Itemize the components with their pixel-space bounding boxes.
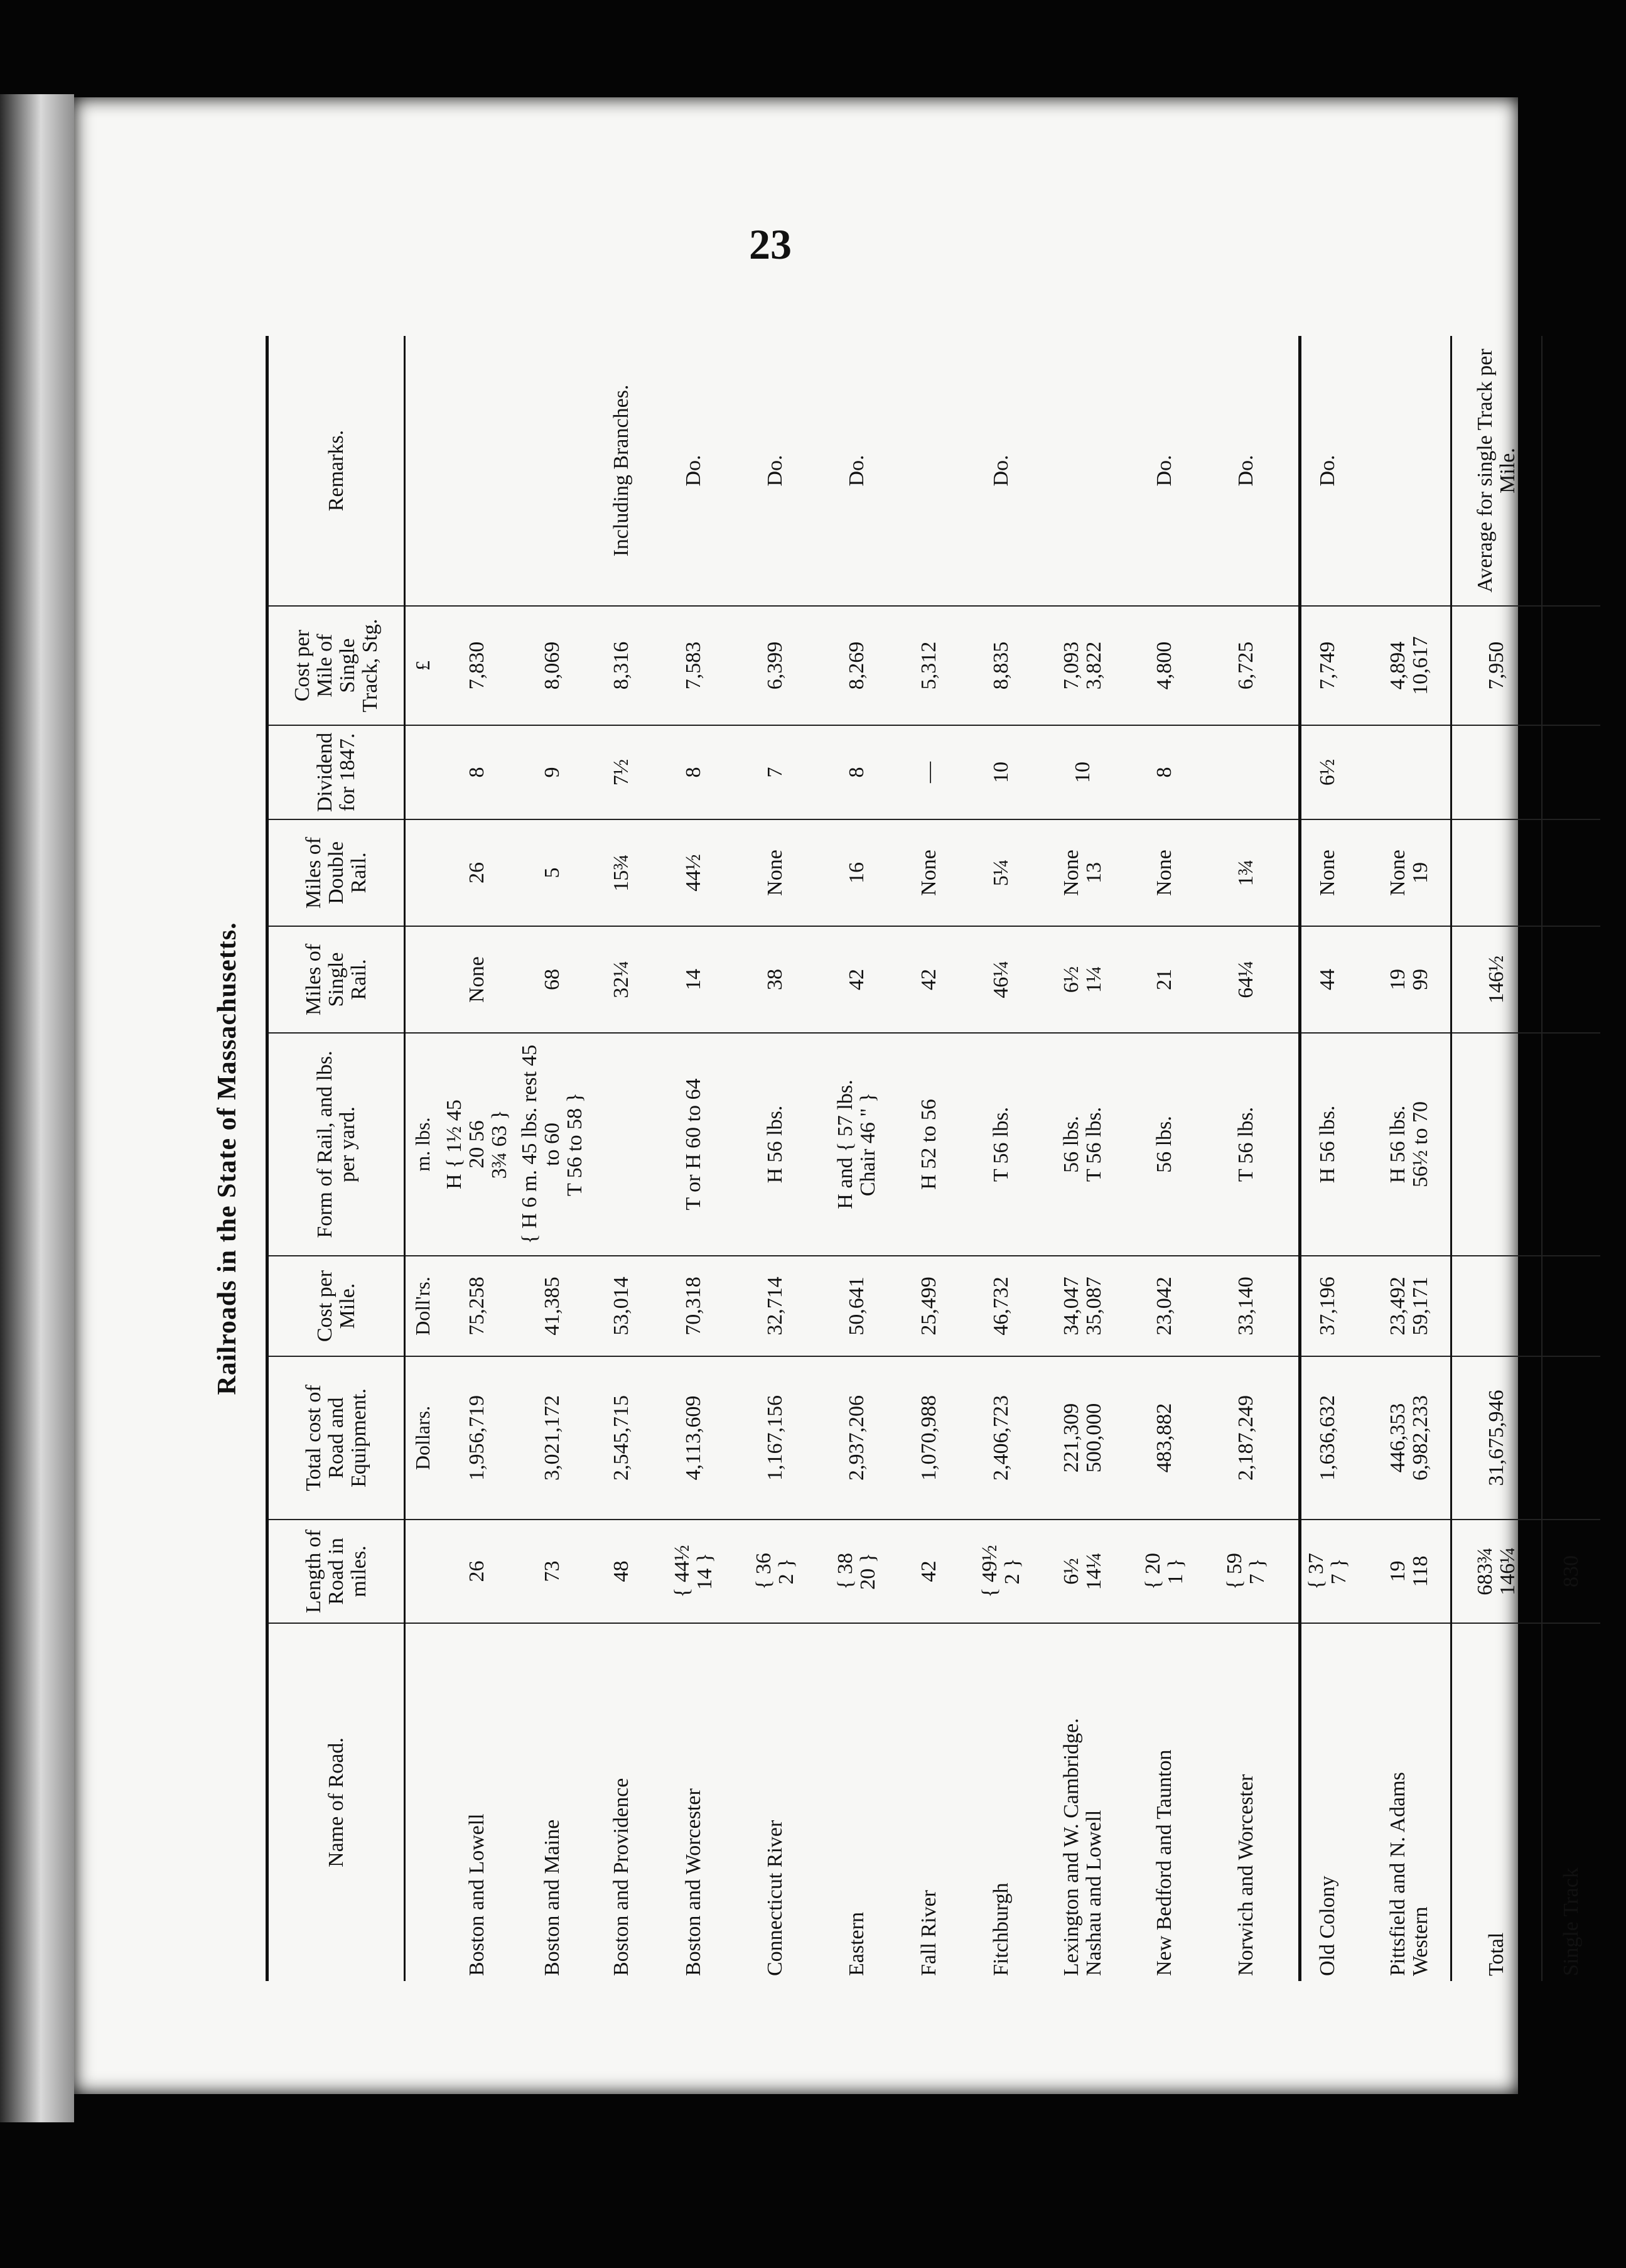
- cell-total-cost: 2,937,206: [816, 1356, 898, 1520]
- unit-cost-mile: Doll'rs.: [405, 1256, 440, 1356]
- cell-single: 44: [1287, 926, 1369, 1033]
- cell-double: 15¾: [590, 819, 653, 926]
- cell-single: 19 99: [1369, 926, 1451, 1033]
- cell-single: 42: [816, 926, 898, 1033]
- cell-form-rail: H { 1½ 45 20 56 3¾ 63 }: [439, 1033, 515, 1256]
- cell-cost-stg: 8,269: [816, 606, 898, 725]
- cell-dividend: 6½: [1287, 725, 1369, 819]
- unit-total-cost: Dollars.: [405, 1356, 440, 1520]
- cell-double: 44½: [653, 819, 735, 926]
- cell-dividend: 8: [816, 725, 898, 819]
- header-total-cost: Total cost of Road and Equipment.: [269, 1356, 405, 1520]
- cell-length: { 49½ 2 }: [961, 1520, 1042, 1623]
- table-row: [590, 336, 653, 1981]
- cell-cost-stg: 8,835: [961, 606, 1042, 725]
- cell-length: { 37 7 }: [1287, 1520, 1369, 1623]
- table-row: [816, 336, 898, 1981]
- cell-cost-stg: 4,894 10,617: [1369, 606, 1451, 725]
- cell-cost-mile: 46,732: [961, 1256, 1042, 1356]
- cell-remarks: [898, 336, 961, 606]
- cell-dividend: 7: [735, 725, 816, 819]
- table-row: [898, 336, 961, 1981]
- cell-form-rail: T 56 lbs.: [1205, 1033, 1287, 1256]
- rotated-table-block: [206, 336, 1583, 1981]
- cell-form-rail: [590, 1033, 653, 1256]
- cell-single: 14: [653, 926, 735, 1033]
- cell-remarks: [1042, 336, 1124, 606]
- cell-cost-mile: 41,385: [515, 1256, 590, 1356]
- cell-dividend: 8: [653, 725, 735, 819]
- header-double-rail: Miles of Double Rail.: [269, 819, 405, 926]
- cell-name: Fall River: [917, 1890, 940, 1976]
- cell-cost-stg: 7,830: [439, 606, 515, 725]
- table-row: [515, 336, 590, 1981]
- cell-remarks: [439, 336, 515, 606]
- header-single-rail: Miles of Single Rail.: [269, 926, 405, 1033]
- cell-length: 6½ 14¼: [1042, 1520, 1124, 1623]
- table-row: [653, 336, 735, 1981]
- cell-double: [1542, 819, 1600, 926]
- cell-length: 48: [590, 1520, 653, 1623]
- cell-dividend: [1542, 725, 1600, 819]
- cell-cost-mile: 53,014: [590, 1256, 653, 1356]
- cell-remarks: [1542, 336, 1600, 606]
- cell-total-cost: 446,353 6,982,233: [1369, 1356, 1451, 1520]
- cell-name: Connecticut River: [763, 1820, 787, 1976]
- units-row: [405, 336, 440, 1981]
- cell-double: None: [1124, 819, 1205, 926]
- cell-single: 32¼: [590, 926, 653, 1033]
- cell-cost-mile: 50,641: [816, 1256, 898, 1356]
- table-title: Railroads in the State of Massachusetts.: [213, 922, 242, 1395]
- cell-total-cost: 31,675,946: [1451, 1356, 1543, 1520]
- cell-dividend: 10: [1042, 725, 1124, 819]
- table-row: [439, 336, 515, 1981]
- cell-length: 42: [898, 1520, 961, 1623]
- cell-double: 26: [439, 819, 515, 926]
- cell-cost-mile: [1542, 1256, 1600, 1356]
- cell-dividend: —: [898, 725, 961, 819]
- cell-cost-stg: 7,583: [653, 606, 735, 725]
- cell-dividend: 8: [1124, 725, 1205, 819]
- cell-cost-stg: 7,093 3,822: [1042, 606, 1124, 725]
- cell-single: 42: [898, 926, 961, 1033]
- cell-form-rail: [1542, 1033, 1600, 1256]
- table-row: [735, 336, 816, 1981]
- cell-length: 830: [1542, 1520, 1600, 1623]
- table-row: [1542, 336, 1600, 1981]
- cell-remarks: Do.: [653, 336, 735, 606]
- cell-length: { 20 1 }: [1124, 1520, 1205, 1623]
- cell-cost-stg: 7,950: [1451, 606, 1543, 725]
- cell-single: 68: [515, 926, 590, 1033]
- cell-single: 46¼: [961, 926, 1042, 1033]
- cell-cost-stg: [1542, 606, 1600, 725]
- cell-cost-mile: 32,714: [735, 1256, 816, 1356]
- cell-remarks: Do.: [961, 336, 1042, 606]
- cell-cost-stg: 7,749: [1287, 606, 1369, 725]
- cell-double: None: [735, 819, 816, 926]
- cell-cost-stg: 6,399: [735, 606, 816, 725]
- cell-form-rail: H 56 lbs.: [1287, 1033, 1369, 1256]
- cell-name: Single Track: [1542, 1623, 1600, 1981]
- header-remarks: Remarks.: [269, 336, 405, 606]
- cell-dividend: [1205, 725, 1287, 819]
- cell-remarks: Do.: [735, 336, 816, 606]
- cell-double: 5: [515, 819, 590, 926]
- page-number: 23: [749, 220, 792, 268]
- cell-name: Boston and Lowell: [465, 1813, 488, 1976]
- cell-total-cost: 1,956,719: [439, 1356, 515, 1520]
- cell-cost-stg: 6,725: [1205, 606, 1287, 725]
- cell-total-cost: 2,406,723: [961, 1356, 1042, 1520]
- cell-cost-mile: 23,042: [1124, 1256, 1205, 1356]
- cell-total-cost: 2,187,249: [1205, 1356, 1287, 1520]
- cell-name: Boston and Maine: [541, 1819, 564, 1976]
- cell-name: Norwich and Worcester: [1234, 1774, 1257, 1976]
- cell-length: { 59 7 }: [1205, 1520, 1287, 1623]
- cell-length: { 44½ 14 }: [653, 1520, 735, 1623]
- cell-length: { 36 2 }: [735, 1520, 816, 1623]
- table-row: [1042, 336, 1124, 1981]
- cell-name: Pittsfield and N. Adams Western: [1386, 1772, 1432, 1976]
- cell-dividend: [1369, 725, 1451, 819]
- cell-remarks: [1369, 336, 1451, 606]
- table-body: [405, 336, 1601, 1981]
- bottom-rule: [1298, 336, 1301, 1981]
- table-row: [1451, 336, 1543, 1981]
- cell-total-cost: 4,113,609: [653, 1356, 735, 1520]
- cell-form-rail: H 56 lbs. 56½ to 70: [1369, 1033, 1451, 1256]
- cell-total-cost: 1,070,988: [898, 1356, 961, 1520]
- header-cost-mile: Cost per Mile.: [269, 1256, 405, 1356]
- cell-cost-stg: 4,800: [1124, 606, 1205, 725]
- cell-form-rail: H 56 lbs.: [735, 1033, 816, 1256]
- cell-dividend: 8: [439, 725, 515, 819]
- book-left-edge: [0, 94, 74, 2122]
- cell-form-rail: T 56 lbs.: [961, 1033, 1042, 1256]
- unit-cost-stg: £: [405, 606, 440, 725]
- cell-single: 21: [1124, 926, 1205, 1033]
- cell-double: [1451, 819, 1543, 926]
- cell-cost-stg: 8,069: [515, 606, 590, 725]
- cell-single: 64¼: [1205, 926, 1287, 1033]
- cell-name: Eastern: [845, 1912, 868, 1976]
- cell-total-cost: 2,545,715: [590, 1356, 653, 1520]
- cell-cost-mile: 23,492 59,171: [1369, 1256, 1451, 1356]
- cell-cost-stg: 5,312: [898, 606, 961, 725]
- cell-remarks: Do.: [1124, 336, 1205, 606]
- header-length: Length of Road in miles.: [269, 1520, 405, 1623]
- header-form-rail: Form of Rail, and lbs. per yard.: [269, 1033, 405, 1256]
- cell-total-cost: 1,636,632: [1287, 1356, 1369, 1520]
- cell-cost-mile: [1451, 1256, 1543, 1356]
- cell-length: { 38 20 }: [816, 1520, 898, 1623]
- cell-form-rail: [1451, 1033, 1543, 1256]
- cell-cost-mile: 34,047 35,087: [1042, 1256, 1124, 1356]
- cell-cost-mile: 75,258: [439, 1256, 515, 1356]
- cell-form-rail: H and { 57 lbs. Chair 46 " }: [816, 1033, 898, 1256]
- cell-name: Boston and Worcester: [682, 1788, 705, 1976]
- header-name: Name of Road.: [269, 1623, 405, 1981]
- cell-name: Lexington and W. Cambridge. Nashau and Lowell: [1060, 1718, 1106, 1976]
- cell-double: None 13: [1042, 819, 1124, 926]
- table-row: [1124, 336, 1205, 1981]
- cell-single: 146½: [1451, 926, 1543, 1033]
- cell-dividend: 9: [515, 725, 590, 819]
- cell-double: None: [1287, 819, 1369, 926]
- cell-form-rail: { H 6 m. 45 lbs. rest 45 to 60 T 56 to 58 }: [515, 1033, 590, 1256]
- cell-single: 38: [735, 926, 816, 1033]
- cell-total-cost: 3,021,172: [515, 1356, 590, 1520]
- cell-name: Boston and Providence: [610, 1778, 633, 1976]
- cell-cost-mile: 33,140: [1205, 1256, 1287, 1356]
- header-dividend: Dividend for 1847.: [269, 725, 405, 819]
- cell-double: 1¾: [1205, 819, 1287, 926]
- cell-cost-stg: 8,316: [590, 606, 653, 725]
- cell-name: Total: [1451, 1623, 1543, 1981]
- cell-total-cost: [1542, 1356, 1600, 1520]
- cell-name: Fitchburgh: [989, 1882, 1013, 1976]
- cell-total-cost: 1,167,156: [735, 1356, 816, 1520]
- table-row: [1369, 336, 1451, 1981]
- cell-remarks: [515, 336, 590, 606]
- cell-cost-mile: 70,318: [653, 1256, 735, 1356]
- cell-length: 26: [439, 1520, 515, 1623]
- cell-form-rail: H 52 to 56: [898, 1033, 961, 1256]
- cell-remarks: Do.: [1205, 336, 1287, 606]
- cell-form-rail: 56 lbs.: [1124, 1033, 1205, 1256]
- cell-form-rail: 56 lbs. T 56 lbs.: [1042, 1033, 1124, 1256]
- cell-dividend: 10: [961, 725, 1042, 819]
- page: [74, 97, 1583, 2094]
- cell-length: 19 118: [1369, 1520, 1451, 1623]
- cell-single: None: [439, 926, 515, 1033]
- cell-remarks: Average for single Track per Mile.: [1451, 336, 1543, 606]
- cell-total-cost: 221,309 500,000: [1042, 1356, 1124, 1520]
- cell-double: 16: [816, 819, 898, 926]
- unit-form-rail: m. lbs.: [405, 1033, 440, 1256]
- cell-dividend: 7½: [590, 725, 653, 819]
- cell-double: 5¼: [961, 819, 1042, 926]
- cell-single: [1542, 926, 1600, 1033]
- cell-length: 73: [515, 1520, 590, 1623]
- cell-form-rail: T or H 60 to 64: [653, 1033, 735, 1256]
- cell-total-cost: 483,882: [1124, 1356, 1205, 1520]
- cell-double: None 19: [1369, 819, 1451, 926]
- cell-remarks: Do.: [1287, 336, 1369, 606]
- header-cost-stg: Cost per Mile of Single Track, Stg.: [269, 606, 405, 725]
- cell-dividend: [1451, 725, 1543, 819]
- cell-name: New Bedford and Taunton: [1153, 1749, 1176, 1976]
- cell-length: 683¾ 146¼: [1451, 1520, 1543, 1623]
- cell-cost-mile: 37,196: [1287, 1256, 1369, 1356]
- cell-double: None: [898, 819, 961, 926]
- table-row: [961, 336, 1042, 1981]
- cell-name: Old Colony: [1316, 1876, 1339, 1976]
- cell-cost-mile: 25,499: [898, 1256, 961, 1356]
- cell-single: 6½ 1¼: [1042, 926, 1124, 1033]
- table-row: [1205, 336, 1287, 1981]
- cell-remarks: Do.: [816, 336, 898, 606]
- railroads-table: [269, 336, 1600, 1981]
- cell-remarks: Including Branches.: [590, 336, 653, 606]
